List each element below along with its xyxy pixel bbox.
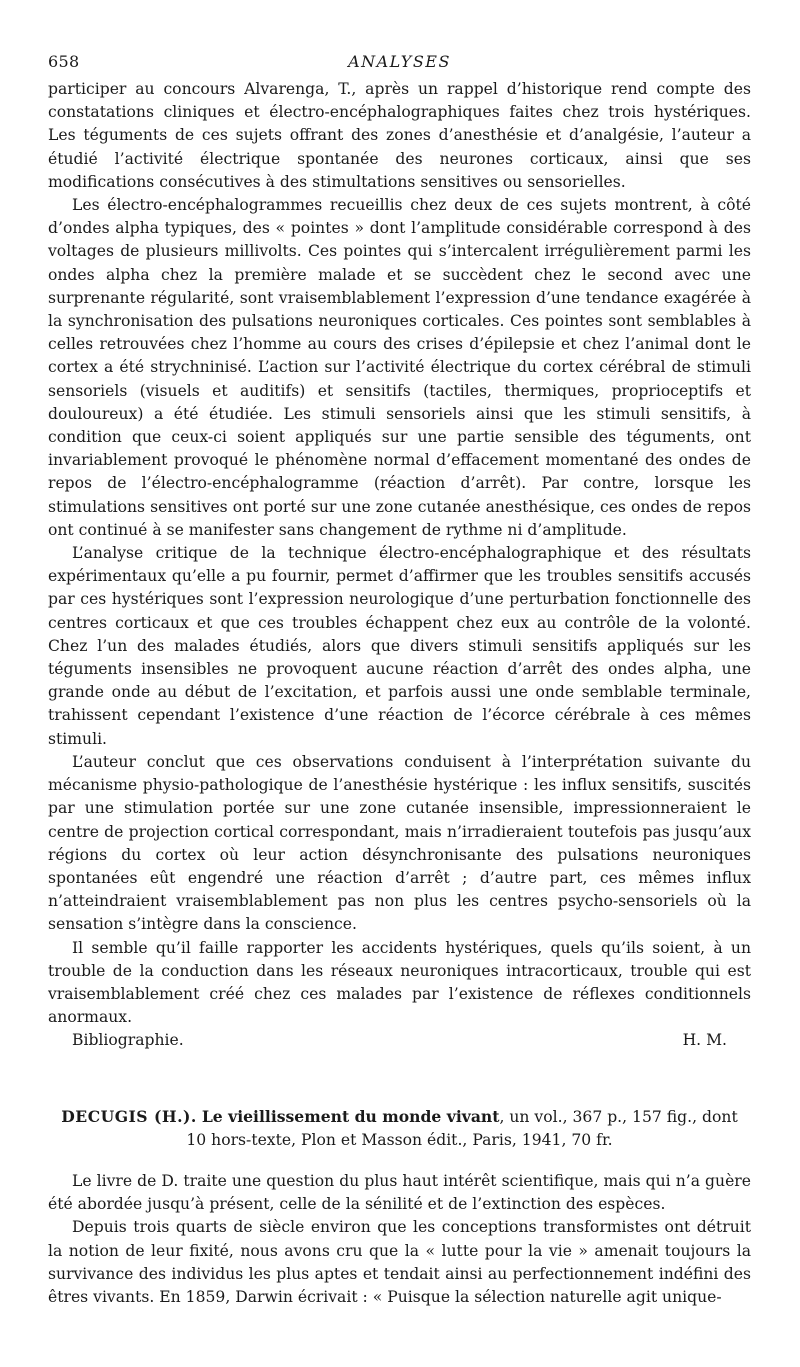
book-title: Le vieillissement du monde vivant [201,1106,500,1126]
paragraph-transformism: Depuis trois quarts de siècle environ que les conceptions transformistes ont détruit la notion de leur fixité, nous avons cru que la « lutte pour la vie » amenait toujours la survivance des individus les plus aptes et tendait ainsi au perfectionnement indéfini des êtres vivants. En 1859, Darwin écrivait : « Puisque la sélection naturelle agit unique- [48,1218,751,1306]
review-alvarenga [48,78,751,1053]
review-decugis [48,1105,751,1310]
paragraph-intro: Le livre de D. traite une question du plus haut intérêt scientifique, mais qui n’a guère été abordée jusqu’à présent, celle de la sénilité et de l’extinction des espèces. [48,1171,751,1214]
publication-details-2: 10 hors-texte, Plon et Masson édit., Paris, 1941, 70 fr. [186,1130,613,1149]
running-head [48,52,751,78]
review-footer [48,1029,751,1052]
publication-details-1: , un vol., 367 p., 157 fig., dont [499,1107,738,1126]
journal-title: ANALYSES [348,52,451,71]
reviewer-initials: H. M. [682,1031,727,1050]
review-author: DECUGIS (H.). [61,1106,197,1126]
page-number: 658 [48,52,80,71]
bibliography-label: Bibliographie. [72,1031,184,1050]
review-body [48,1170,751,1309]
review-heading [48,1105,751,1152]
review-heading-line-1 [48,1105,751,1129]
paragraph-final-remark: Il semble qu’il faille rapporter les accidents hystériques, quels qu’ils soient, à un trouble de la conduction dans les réseaux neuroniques intracorticaux, trouble qui est vraisemblablement créé chez ces malades par l’existence de réflexes conditionnels anormaux. [48,938,751,1027]
paragraph-continuation: participer au concours Alvarenga, T., après un rappel d’historique rend compte des constatations cliniques et électro-encéphalographiques faites chez trois hystériques. Les téguments de ces sujets offrant des zones d’anesthésie et d’analgésie, l’auteur a étudié l’activité électrique spontanée des neurones corticaux, ainsi que ses modifications consécutives à des stimultations sensitives ou sensorielles. [48,80,751,191]
paragraph-eeg-findings: Les électro-encéphalogrammes recueillis chez deux de ces sujets montrent, à côté d’ondes alpha typiques, des « pointes » dont l’amplitude considérable correspond à des voltages de plusieurs millivolts. Ces pointes qui s’intercalent irrégulièrement parmi les ondes alpha chez la première malade et se succèdent chez le second avec une surprenante régularité, sont vraisemblablement l’expression d’une tendance exagérée à la synchronisation des pulsations neuroniques corticales. Ces pointes sont semblables à celles retrouvées chez l’homme au cours des crises d’épilepsie et chez l’animal dont le cortex a été strychninisé. L’action sur l’activité électrique du cortex cérébral de stimuli sensoriels (visuels et auditifs) et sensitifs (tactiles, thermiques, proprioceptifs et douloureux) a été étudiée. Les stimuli sensoriels ainsi que les stimuli sensitifs, à condition que ceux-ci soient appliqués sur une partie sensible des téguments, ont invariablement provoqué le phénomène normal d’effacement momentané des ondes de repos de l’électro-encéphalogramme (réaction d’arrêt). Par contre, lorsque les stimulations sensitives ont porté sur une zone cutanée anesthésique, ces ondes de repos ont continué à se manifester sans changement de rythme ni d’amplitude. [48,196,751,539]
paragraph-conclusion: L’auteur conclut que ces observations conduisent à l’interprétation suivante du mécanisme physio-pathologique de l’anesthésie hystérique : les influx sensitifs, suscités par une stimulation portée sur une zone cutanée insensible, impressionneraient le centre de projection cortical correspondant, mais n’irradieraient toutefois pas jusqu’aux régions du cortex où leur action désynchronisante des pulsations neuroniques spontanées eût engendré une réaction d’arrêt ; d’autre part, ces mêmes influx n’atteindraient vraisemblablement pas non plus les centres psycho-sensoriels où la sensation s’intègre dans la conscience. [48,752,751,934]
paragraph-critical-analysis: L’analyse critique de la technique électro-encéphalographique et des résultats expérimentaux qu’elle a pu fournir, permet d’affirmer que les troubles sensitifs accusés par ces hystériques sont l’expression neurologique d’une perturbation fonctionnelle des centres corticaux et que ces troubles échappent chez eux au contrôle de la volonté. Chez l’un des malades étudiés, alors que divers stimuli sensitifs appliqués sur les téguments insensibles ne provoquent aucune réaction d’arrêt des ondes alpha, une grande onde au début de l’excitation, et parfois aussi une onde semblable terminale, trahissent cependant l’existence d’une réaction de l’écorce cérébrale à ces mêmes stimuli. [48,544,751,748]
book-page [48,52,751,1309]
